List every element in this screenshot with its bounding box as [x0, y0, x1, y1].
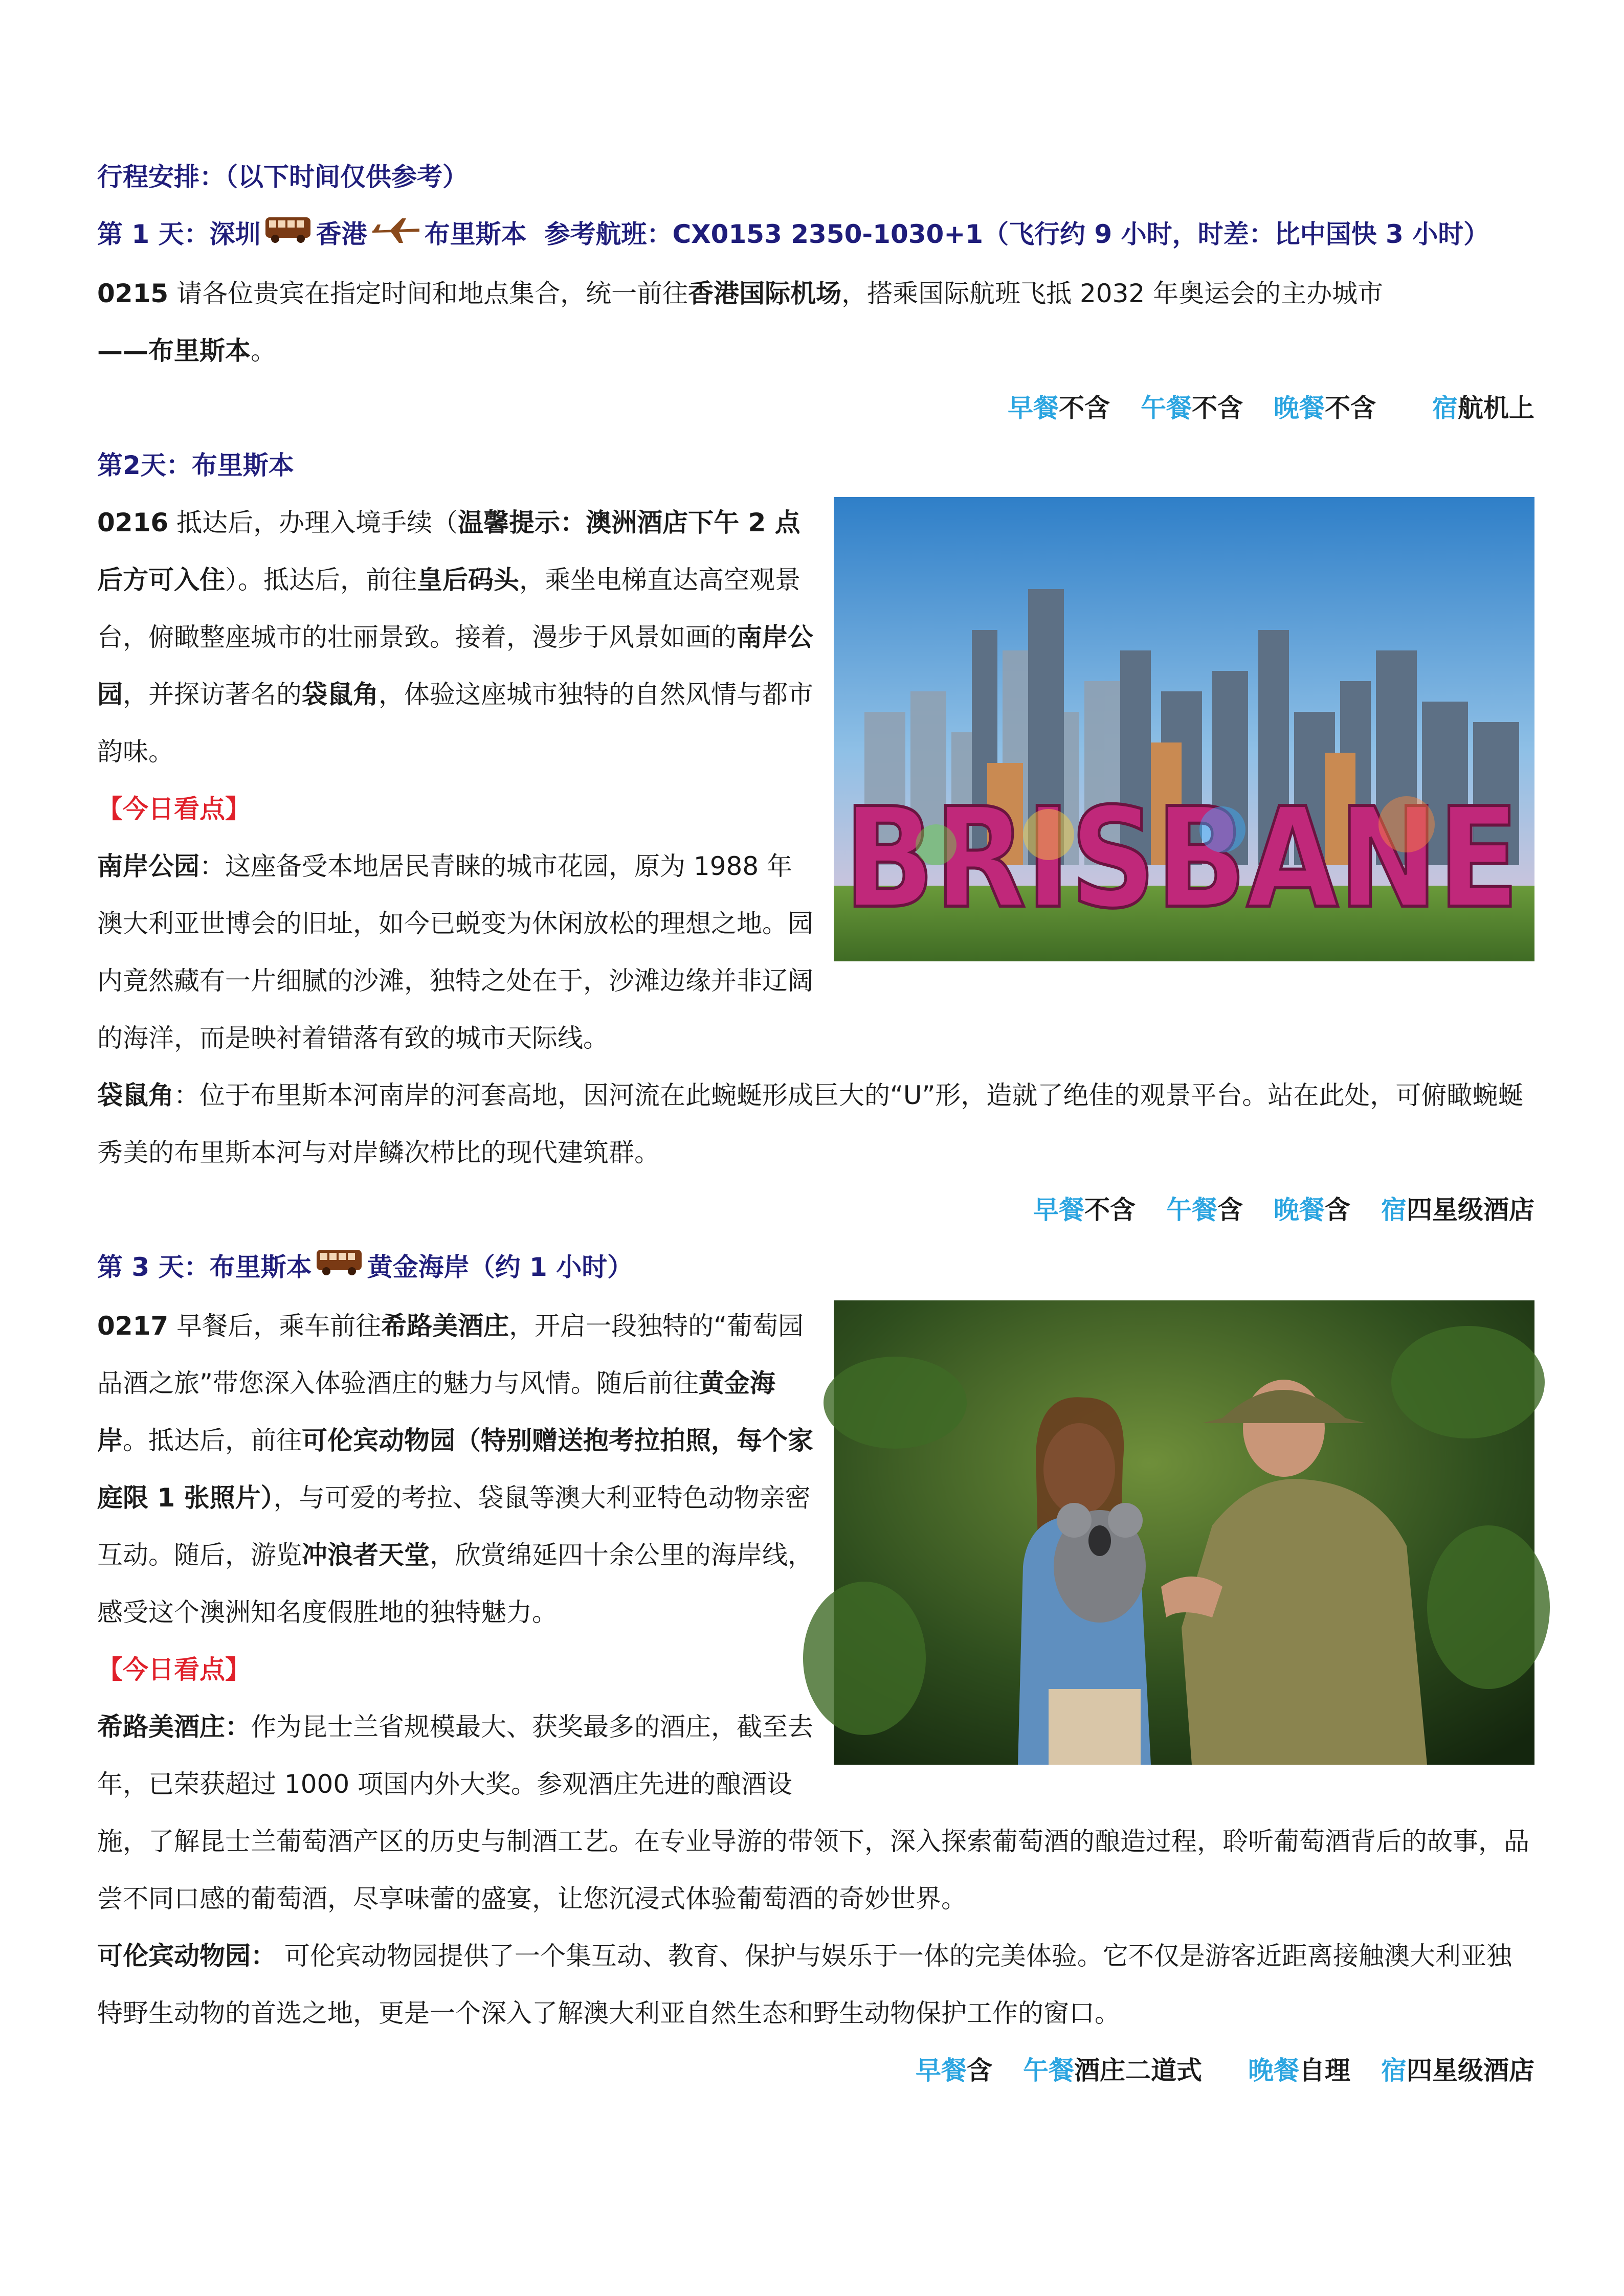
day3-block — [97, 1297, 1534, 2042]
breakfast-value: 不含 — [1084, 1195, 1136, 1225]
day2-text-3: ，乘坐电梯直达高空观景台，俯瞰整座城市的壮丽景致。接着，漫步于风景如画的 — [97, 565, 800, 652]
day3-hl1-name: 希路美酒庄： — [97, 1712, 251, 1742]
day1-meals — [97, 379, 1534, 437]
day3-text-4: ，与可爱的考拉、袋鼠等澳大利亚特色动物亲密互动。随后，游览 — [97, 1483, 811, 1570]
day2-title: 第2天：布里斯本 — [97, 450, 294, 480]
day3-title-dest: 黄金海岸（约 1 小时） — [367, 1252, 633, 1282]
day1-text-1: 请各位贵宾在指定时间和地点集合，统一前往 — [168, 278, 688, 308]
dinner-value: 含 — [1325, 1195, 1350, 1225]
stay-label: 宿 — [1381, 2056, 1407, 2085]
stay-value: 四星级酒店 — [1407, 2056, 1534, 2085]
schedule-heading: 行程安排：（以下时间仅供参考） — [97, 162, 468, 192]
day3-text-5: ，欣赏绵延四十余公里的海岸线，感受这个澳洲知名度假胜地的独特魅力。 — [97, 1540, 813, 1627]
day1-text-3: 。 — [251, 335, 276, 366]
meal-breakfast — [916, 2042, 992, 2099]
day1-description — [97, 265, 1534, 379]
bus-icon — [264, 208, 313, 265]
lunch-value: 含 — [1217, 1195, 1243, 1225]
airplane-icon — [370, 208, 421, 265]
meal-stay — [1432, 379, 1534, 437]
svg-text:BRISBANE: BRISBANE — [844, 777, 1519, 939]
day1-flight-label: 参考航班： — [544, 219, 673, 249]
itinerary-page — [97, 148, 1534, 2099]
stay-label: 宿 — [1381, 1195, 1407, 1225]
stay-label: 宿 — [1432, 393, 1458, 423]
day2-text-2: ）。抵达后，前往 — [225, 565, 417, 595]
dinner-label: 晚餐 — [1248, 2056, 1299, 2085]
day3-text-2: ，开启一段独特的“葡萄园品酒之旅”带您深入体验酒庄的魅力与风情。随后前往 — [97, 1311, 804, 1398]
day2-text-1: 抵达后，办理入境手续（ — [168, 507, 458, 537]
day3-text-3: 。抵达后，前往 — [123, 1426, 302, 1455]
day2-tip: 温馨提示：澳洲酒店下午 2 点后方可入住 — [97, 507, 800, 595]
breakfast-label: 早餐 — [1033, 1195, 1084, 1225]
day2-hl2-name: 袋鼠角 — [97, 1080, 174, 1110]
breakfast-value: 含 — [967, 2056, 992, 2085]
meal-dinner — [1274, 379, 1376, 437]
meal-dinner — [1274, 1181, 1350, 1239]
dinner-label: 晚餐 — [1274, 1195, 1325, 1225]
day2-meals — [97, 1181, 1534, 1239]
day2-date: 0216 — [97, 507, 169, 537]
day2-highlight-2 — [97, 1067, 1534, 1181]
meal-stay — [1381, 2042, 1534, 2099]
stay-value: 航机上 — [1458, 393, 1534, 423]
meal-stay — [1381, 1181, 1534, 1239]
day3-highlight-2 — [97, 1927, 1534, 2042]
meal-breakfast — [1033, 1181, 1136, 1239]
day1-flight-info: CX0153 2350-1030+1（飞行约 9 小时，时差：比中国快 3 小时） — [672, 219, 1489, 249]
day1-city-bne: 布里斯本 — [424, 219, 527, 249]
day1-text-2: ，搭乘国际航班飞抵 2032 年奥运会的主办城市 — [841, 278, 1384, 308]
lunch-label: 午餐 — [1023, 2056, 1074, 2085]
meal-lunch — [1166, 1181, 1243, 1239]
day2-hl2-text: ：位于布里斯本河南岸的河套高地，因河流在此蜿蜒形成巨大的“U”形，造就了绝佳的观景平台。站在此处，可俯瞰蜿蜒秀美的布里斯本河与对岸鳞次栉比的现代建筑群。 — [97, 1080, 1524, 1167]
day3-text-1: 早餐后，乘车前往 — [168, 1311, 382, 1341]
day3-winery: 希路美酒庄 — [381, 1311, 509, 1341]
breakfast-label: 早餐 — [1008, 393, 1059, 423]
day3-goldcoast: 黄金海岸 — [97, 1368, 775, 1455]
day3-hl1-text: 作为昆士兰省规模最大、获奖最多的酒庄，截至去年，已荣获超过 1000 项国内外大奖。参观酒庄先进的酿酒设施，了解昆士兰葡萄酒产区的历史与制酒工艺。在专业导游的带领下，深入探索葡萄酒的酿造过程，聆听葡萄酒背后的故事，品尝不同口感的葡萄酒，尽享味蕾的盛宴，让您沉浸式体验葡萄酒的奇妙世界。 — [97, 1712, 1529, 1914]
day3-zoo: 可伦宾动物园（特别赠送抱考拉拍照，每个家庭限 1 张照片） — [97, 1426, 813, 1513]
day3-surfers: 冲浪者天堂 — [302, 1540, 430, 1570]
day2-text-5: ，体验这座城市独特的自然风情与都市韵味。 — [97, 679, 813, 767]
meal-breakfast — [1008, 379, 1110, 437]
day2-kangaroo-point: 袋鼠角 — [302, 679, 379, 709]
day3-title — [97, 1239, 1534, 1298]
dinner-value: 自理 — [1299, 2056, 1350, 2085]
dinner-value: 不含 — [1325, 393, 1376, 423]
lunch-label: 午餐 — [1141, 393, 1192, 423]
day3-highlight-label: 【今日看点】 — [97, 1655, 251, 1684]
day3-meals — [97, 2042, 1534, 2099]
day2-hl1-text: ：这座备受本地居民青睐的城市花园，原为 1988 年澳大利亚世博会的旧址，如今已蜕变为休闲放松的理想之地。园内竟然藏有一片细腻的沙滩，独特之处在于，沙滩边缘并非辽阔的海洋，而是映衬着错落有致的城市天际线。 — [97, 851, 813, 1053]
day3-hl2-text: 可伦宾动物园提供了一个集互动、教育、保护与娱乐于一体的完美体验。它不仅是游客近距离接触澳大利亚独特野生动物的首选之地，更是一个深入了解澳大利亚自然生态和野生动物保护工作的窗口。 — [97, 1941, 1512, 2028]
day3-hl2-name: 可伦宾动物园： — [97, 1941, 276, 1971]
brisbane-sign-photo — [834, 497, 1534, 961]
day2-hl1-name: 南岸公园 — [97, 851, 199, 881]
breakfast-value: 不含 — [1059, 393, 1110, 423]
stay-value: 四星级酒店 — [1407, 1195, 1534, 1225]
day3-date: 0217 — [97, 1311, 169, 1341]
meal-lunch — [1141, 379, 1243, 437]
day1-title-prefix: 第 1 天：深圳 — [97, 219, 261, 249]
meal-lunch — [1023, 2042, 1202, 2099]
day2-highlight-label: 【今日看点】 — [97, 794, 251, 824]
day1-title — [97, 206, 1534, 265]
koala-photo — [834, 1300, 1534, 1765]
day2-block — [97, 494, 1534, 1181]
day1-date: 0215 — [97, 278, 169, 308]
lunch-value: 不含 — [1192, 393, 1243, 423]
breakfast-label: 早餐 — [916, 2056, 967, 2085]
bus-icon — [315, 1240, 364, 1297]
lunch-label: 午餐 — [1166, 1195, 1217, 1225]
day1-airport: 香港国际机场 — [688, 278, 842, 308]
meal-dinner — [1248, 2042, 1350, 2099]
day2-wharf: 皇后码头 — [417, 565, 519, 595]
day2-southbank: 南岸公园 — [97, 622, 813, 709]
day1-dash-city: ——布里斯本 — [97, 335, 251, 366]
lunch-value: 酒庄二道式 — [1074, 2056, 1202, 2085]
day3-title-prefix: 第 3 天：布里斯本 — [97, 1252, 312, 1282]
day2-text-4: ，并探访著名的 — [123, 679, 302, 709]
dinner-label: 晚餐 — [1274, 393, 1325, 423]
day1-city-hk: 香港 — [316, 219, 367, 249]
